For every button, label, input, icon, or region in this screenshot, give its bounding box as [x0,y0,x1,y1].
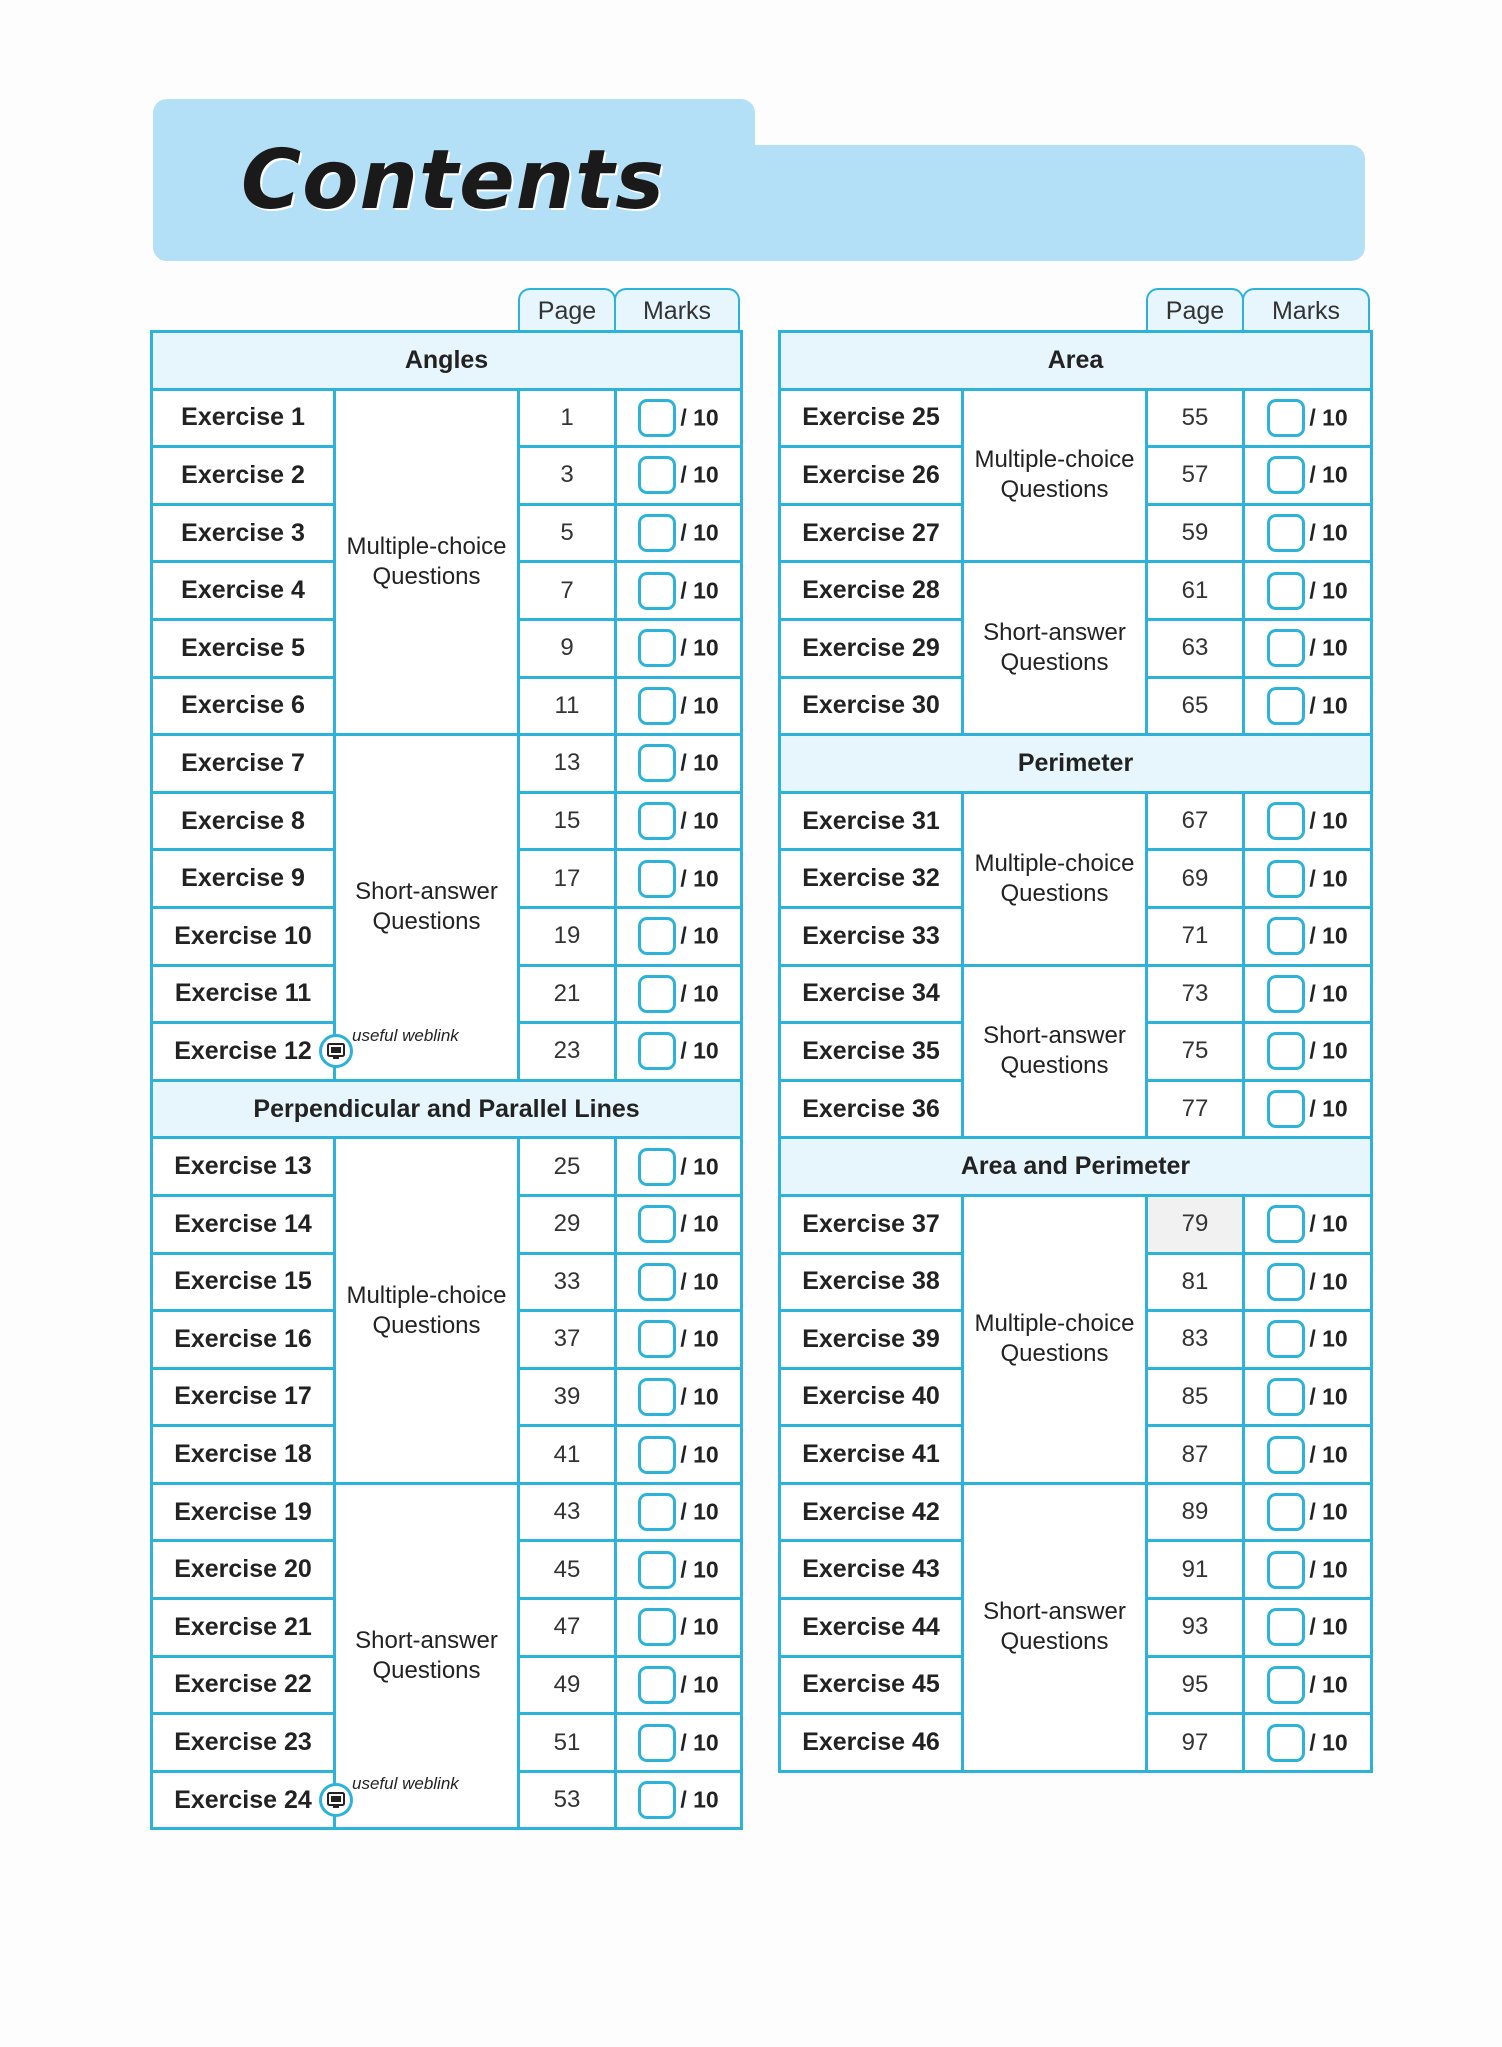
marks-cell [1244,504,1372,562]
page-number: 25 [519,1138,616,1196]
page-number: 89 [1147,1483,1244,1541]
question-type-short-answer [963,965,1147,1138]
marks-cell [1244,1714,1372,1772]
marks-input-box[interactable] [638,1493,676,1531]
marks-out-of: / 10 [1309,1325,1348,1352]
marks-cell [1244,850,1372,908]
question-type-line: Questions [1000,1340,1109,1368]
page-number: 11 [519,677,616,735]
marks-cell [616,735,742,793]
marks-cell [616,1311,742,1369]
marks-cell [1244,1483,1372,1541]
marks-input-box[interactable] [638,1378,676,1416]
marks-cell [616,619,742,677]
exercise-label: Exercise 32 [780,850,963,908]
page-number: 29 [519,1195,616,1253]
page-number: 73 [1147,965,1244,1023]
question-type-line: Questions [1000,1052,1109,1080]
exercise-label: Exercise 14 [152,1195,335,1253]
exercise-label: Exercise 37 [780,1195,963,1253]
exercise-label: Exercise 5 [152,619,335,677]
marks-input-box[interactable] [1267,1666,1305,1704]
marks-out-of: / 10 [680,1498,719,1525]
marks-cell [1244,447,1372,505]
marks-out-of: / 10 [680,1153,719,1180]
question-type-line: Questions [1000,476,1109,504]
question-type-line: Multiple-choice [346,532,507,560]
exercise-label: Exercise 10 [152,907,335,965]
marks-out-of: / 10 [680,1786,719,1813]
exercise-label: Exercise 34 [780,965,963,1023]
marks-input-box[interactable] [1267,1090,1305,1128]
question-type-short-answer [335,735,519,1081]
marks-cell [616,1426,742,1484]
exercise-label: Exercise 19 [152,1483,335,1541]
marks-out-of: / 10 [1309,577,1348,604]
weblink-icon[interactable] [319,1783,353,1817]
marks-cell [616,1599,742,1657]
marks-cell [1244,677,1372,735]
marks-cell [1244,389,1372,447]
marks-cell [616,965,742,1023]
marks-cell [616,447,742,505]
page-number: 69 [1147,850,1244,908]
exercise-label: Exercise 4 [152,562,335,620]
page-number: 93 [1147,1599,1244,1657]
question-type-multiple-choice [963,792,1147,965]
marks-input-box[interactable] [638,687,676,725]
marks-out-of: / 10 [1309,461,1348,488]
marks-out-of: / 10 [680,577,719,604]
marks-out-of: / 10 [680,461,719,488]
page-number: 57 [1147,447,1244,505]
exercise-label: Exercise 41 [780,1426,963,1484]
section-header-area-and-perimeter: Area and Perimeter [780,1138,1372,1196]
marks-cell [616,1541,742,1599]
question-type-line: Questions [1000,1628,1109,1656]
page-number: 41 [519,1426,616,1484]
table-row [780,965,1372,1023]
marks-input-box[interactable] [638,456,676,494]
marks-out-of: / 10 [1309,807,1348,834]
question-type-line: Questions [372,1657,481,1685]
question-type-line: Short-answer [983,1598,1126,1626]
marks-out-of: / 10 [1309,865,1348,892]
marks-cell [1244,1426,1372,1484]
exercise-label: Exercise 13 [152,1138,335,1196]
marks-out-of: / 10 [680,519,719,546]
page-number: 9 [519,619,616,677]
table-row [152,1483,742,1541]
marks-input-box[interactable] [1267,802,1305,840]
exercise-label: Exercise 33 [780,907,963,965]
marks-input-box[interactable] [1267,1436,1305,1474]
marks-cell [1244,1080,1372,1138]
question-type-line: Multiple-choice [974,1310,1135,1338]
question-type-multiple-choice [335,1138,519,1484]
marks-out-of: / 10 [680,692,719,719]
page-number: 79 [1147,1195,1244,1253]
contents-table-left [150,330,743,1830]
marks-out-of: / 10 [680,1037,719,1064]
exercise-label: Exercise 17 [152,1368,335,1426]
question-type-multiple-choice [963,389,1147,562]
marks-cell [616,562,742,620]
page-number: 15 [519,792,616,850]
exercise-label: Exercise 27 [780,504,963,562]
exercise-label: Exercise 1 [152,389,335,447]
marks-cell [616,1714,742,1772]
exercise-label: Exercise 9 [152,850,335,908]
exercise-label: Exercise 26 [780,447,963,505]
section-header-lines: Perpendicular and Parallel Lines [152,1080,742,1138]
exercise-label: Exercise 3 [152,504,335,562]
marks-input-box[interactable] [638,1263,676,1301]
marks-input-box[interactable] [638,1781,676,1819]
marks-cell [1244,1656,1372,1714]
marks-cell [616,389,742,447]
marks-input-box[interactable] [1267,860,1305,898]
question-type-line: Short-answer [983,1022,1126,1050]
marks-out-of: / 10 [1309,1268,1348,1295]
page-number: 13 [519,735,616,793]
marks-input-box[interactable] [1267,1551,1305,1589]
page-header-left: Page [518,288,616,332]
question-type-line: Multiple-choice [974,446,1135,474]
marks-out-of: / 10 [1309,1095,1348,1122]
page-number: 83 [1147,1311,1244,1369]
page-number: 77 [1147,1080,1244,1138]
marks-input-box[interactable] [1267,1378,1305,1416]
marks-cell [1244,1311,1372,1369]
table-row [152,389,742,447]
table-row [152,1138,742,1196]
page-number: 3 [519,447,616,505]
left-column-headers [150,288,740,332]
page-number: 7 [519,562,616,620]
marks-cell [1244,907,1372,965]
marks-input-box[interactable] [638,1551,676,1589]
marks-out-of: / 10 [680,1268,719,1295]
page-number: 45 [519,1541,616,1599]
right-column-headers [778,288,1370,332]
marks-cell [616,1253,742,1311]
question-type-line: Short-answer [355,1627,498,1655]
exercise-label: Exercise 7 [152,735,335,793]
marks-input-box[interactable] [1267,1263,1305,1301]
marks-input-box[interactable] [638,514,676,552]
exercise-label: Exercise 18 [152,1426,335,1484]
marks-out-of: / 10 [1309,634,1348,661]
marks-cell [616,1771,742,1829]
marks-input-box[interactable] [1267,629,1305,667]
marks-out-of: / 10 [680,1383,719,1410]
marks-cell [616,1138,742,1196]
marks-input-box[interactable] [1267,917,1305,955]
marks-input-box[interactable] [638,975,676,1013]
page-title: Contents [241,133,666,228]
exercise-label: Exercise 39 [780,1311,963,1369]
exercise-label: Exercise 43 [780,1541,963,1599]
exercise-label: Exercise 6 [152,677,335,735]
marks-out-of: / 10 [680,1556,719,1583]
exercise-label: Exercise 31 [780,792,963,850]
marks-input-box[interactable] [1267,1320,1305,1358]
marks-cell [1244,1541,1372,1599]
exercise-label: Exercise 42 [780,1483,963,1541]
marks-cell [1244,1195,1372,1253]
marks-input-box[interactable] [638,572,676,610]
page-header-right: Page [1146,288,1244,332]
table-row [152,735,742,793]
marks-input-box[interactable] [638,1724,676,1762]
marks-cell [616,792,742,850]
table-row [780,389,1372,447]
marks-out-of: / 10 [680,749,719,776]
marks-cell [1244,619,1372,677]
marks-input-box[interactable] [1267,456,1305,494]
marks-out-of: / 10 [1309,1498,1348,1525]
marks-input-box[interactable] [638,1436,676,1474]
marks-out-of: / 10 [680,1729,719,1756]
marks-input-box[interactable] [638,1666,676,1704]
page-number: 61 [1147,562,1244,620]
page-number: 53 [519,1771,616,1829]
table-row [780,562,1372,620]
exercise-label: Exercise 20 [152,1541,335,1599]
weblink-text[interactable]: useful weblink [352,1774,459,1794]
page-number: 37 [519,1311,616,1369]
exercise-label: Exercise 22 [152,1656,335,1714]
exercise-label: Exercise 36 [780,1080,963,1138]
marks-cell [616,1195,742,1253]
marks-input-box[interactable] [638,1608,676,1646]
question-type-line: Questions [372,562,481,590]
page-number: 95 [1147,1656,1244,1714]
marks-cell [1244,1599,1372,1657]
page-number: 63 [1147,619,1244,677]
marks-out-of: / 10 [680,1325,719,1352]
page-number: 39 [519,1368,616,1426]
page-number: 67 [1147,792,1244,850]
marks-out-of: / 10 [1309,1210,1348,1237]
section-header-angles: Angles [152,332,742,390]
page-number: 21 [519,965,616,1023]
marks-cell [616,907,742,965]
marks-out-of: / 10 [680,1613,719,1640]
section-header-area: Area [780,332,1372,390]
exercise-label: Exercise 45 [780,1656,963,1714]
marks-out-of: / 10 [1309,1037,1348,1064]
question-type-line: Multiple-choice [346,1281,507,1309]
question-type-line: Short-answer [983,619,1126,647]
exercise-label: Exercise 46 [780,1714,963,1772]
exercise-label: Exercise 21 [152,1599,335,1657]
exercise-label: Exercise 30 [780,677,963,735]
marks-out-of: / 10 [680,1671,719,1698]
exercise-label-with-weblink [152,1023,335,1081]
marks-cell [1244,792,1372,850]
marks-cell [616,1368,742,1426]
exercise-label-with-weblink [152,1771,335,1829]
contents-banner [153,99,1365,261]
marks-cell [616,1023,742,1081]
marks-input-box[interactable] [638,744,676,782]
page-number: 1 [519,389,616,447]
marks-out-of: / 10 [680,865,719,892]
marks-input-box[interactable] [1267,687,1305,725]
page-number: 85 [1147,1368,1244,1426]
marks-input-box[interactable] [638,1205,676,1243]
question-type-line: Short-answer [355,878,498,906]
exercise-label: Exercise 16 [152,1311,335,1369]
page-number: 51 [519,1714,616,1772]
marks-out-of: / 10 [680,922,719,949]
marks-input-box[interactable] [638,399,676,437]
marks-out-of: / 10 [1309,692,1348,719]
page-number: 91 [1147,1541,1244,1599]
page-number: 97 [1147,1714,1244,1772]
page-number: 59 [1147,504,1244,562]
marks-out-of: / 10 [1309,1729,1348,1756]
exercise-label: Exercise 38 [780,1253,963,1311]
marks-cell [616,850,742,908]
page-number: 47 [519,1599,616,1657]
question-type-line: Multiple-choice [974,849,1135,877]
marks-input-box[interactable] [638,1320,676,1358]
marks-out-of: / 10 [1309,1383,1348,1410]
question-type-multiple-choice [963,1195,1147,1483]
exercise-label: Exercise 23 [152,1714,335,1772]
section-header-perimeter: Perimeter [780,735,1372,793]
exercise-label: Exercise 44 [780,1599,963,1657]
marks-input-box[interactable] [638,917,676,955]
question-type-multiple-choice [335,389,519,735]
exercise-label: Exercise 15 [152,1253,335,1311]
exercise-label: Exercise 2 [152,447,335,505]
marks-input-box[interactable] [638,1148,676,1186]
marks-out-of: / 10 [1309,519,1348,546]
exercise-label: Exercise 28 [780,562,963,620]
marks-input-box[interactable] [1267,399,1305,437]
marks-out-of: / 10 [1309,404,1348,431]
marks-header-left: Marks [614,288,740,332]
marks-header-right: Marks [1242,288,1370,332]
page-number: 65 [1147,677,1244,735]
exercise-label: Exercise 40 [780,1368,963,1426]
marks-input-box[interactable] [638,629,676,667]
page-number: 49 [519,1656,616,1714]
exercise-label: Exercise 24 [174,1785,312,1814]
page-number: 55 [1147,389,1244,447]
marks-out-of: / 10 [1309,980,1348,1007]
page-number: 81 [1147,1253,1244,1311]
weblink-text[interactable]: useful weblink [352,1025,459,1045]
marks-out-of: / 10 [680,1210,719,1237]
marks-input-box[interactable] [1267,1493,1305,1531]
question-type-short-answer [963,562,1147,735]
page-number: 87 [1147,1426,1244,1484]
marks-cell [616,677,742,735]
marks-out-of: / 10 [1309,1556,1348,1583]
marks-out-of: / 10 [1309,1441,1348,1468]
exercise-label: Exercise 12 [174,1036,312,1065]
marks-input-box[interactable] [638,1032,676,1070]
marks-input-box[interactable] [1267,1032,1305,1070]
marks-out-of: / 10 [1309,1613,1348,1640]
table-row [780,1483,1372,1541]
marks-cell [616,504,742,562]
marks-out-of: / 10 [1309,1671,1348,1698]
marks-input-box[interactable] [1267,1205,1305,1243]
marks-out-of: / 10 [1309,922,1348,949]
marks-input-box[interactable] [1267,1608,1305,1646]
page-number: 5 [519,504,616,562]
marks-input-box[interactable] [638,860,676,898]
exercise-label: Exercise 11 [152,965,335,1023]
table-row [780,792,1372,850]
marks-out-of: / 10 [680,634,719,661]
question-type-short-answer [335,1483,519,1829]
page-number: 43 [519,1483,616,1541]
question-type-line: Questions [372,1311,481,1339]
exercise-label: Exercise 29 [780,619,963,677]
marks-input-box[interactable] [1267,572,1305,610]
page-number: 23 [519,1023,616,1081]
marks-cell [616,1656,742,1714]
question-type-line: Questions [1000,649,1109,677]
marks-out-of: / 10 [680,980,719,1007]
marks-out-of: / 10 [680,1441,719,1468]
exercise-label: Exercise 25 [780,389,963,447]
page-number: 75 [1147,1023,1244,1081]
marks-out-of: / 10 [680,404,719,431]
page-number: 33 [519,1253,616,1311]
marks-input-box[interactable] [1267,975,1305,1013]
exercise-label: Exercise 8 [152,792,335,850]
exercise-label: Exercise 35 [780,1023,963,1081]
marks-cell [1244,1023,1372,1081]
marks-input-box[interactable] [1267,1724,1305,1762]
marks-cell [1244,965,1372,1023]
marks-input-box[interactable] [1267,514,1305,552]
marks-cell [1244,1368,1372,1426]
marks-input-box[interactable] [638,802,676,840]
marks-cell [1244,1253,1372,1311]
table-row [780,1195,1372,1253]
page-number: 19 [519,907,616,965]
marks-cell [616,1483,742,1541]
contents-table-right [778,330,1373,1773]
page-number: 17 [519,850,616,908]
marks-out-of: / 10 [680,807,719,834]
question-type-short-answer [963,1483,1147,1771]
page-number: 71 [1147,907,1244,965]
question-type-line: Questions [372,908,481,936]
marks-cell [1244,562,1372,620]
question-type-line: Questions [1000,879,1109,907]
